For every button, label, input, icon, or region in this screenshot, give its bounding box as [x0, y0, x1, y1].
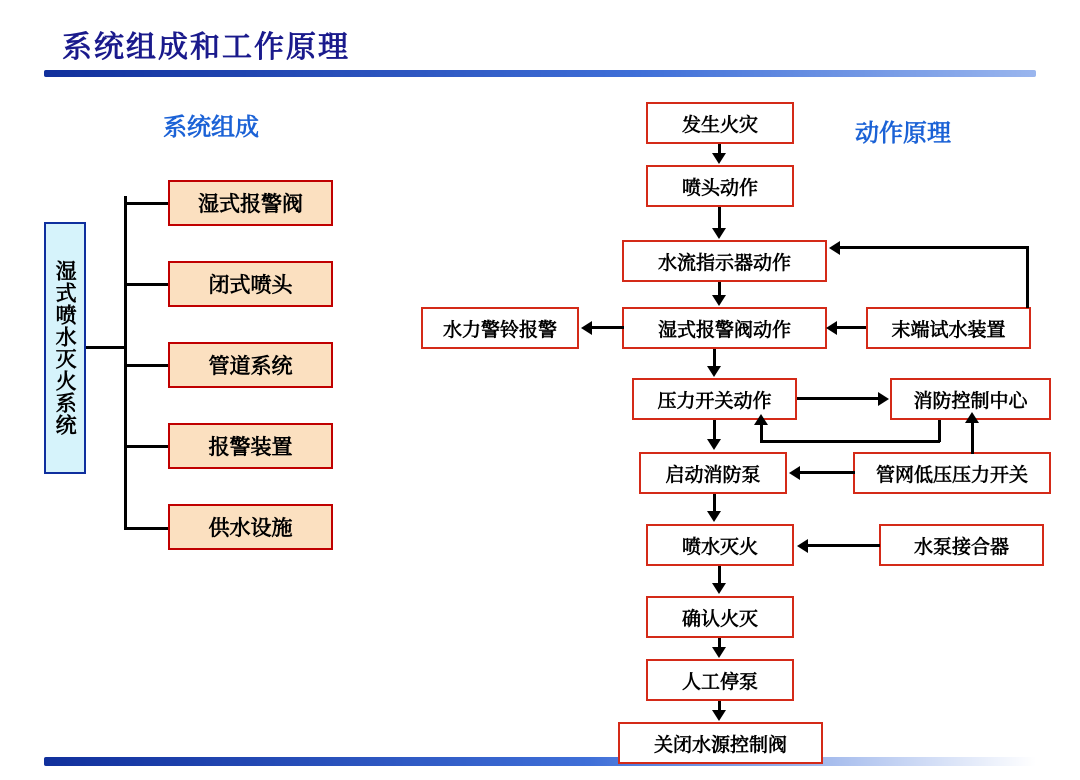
composition-item-label: 闭式喷头 — [208, 273, 293, 297]
flow-node-pump-adapter[interactable] — [879, 524, 1044, 566]
composition-item-label: 管道系统 — [208, 354, 293, 378]
footer-divider — [44, 757, 1036, 766]
tree-branch — [124, 527, 168, 530]
flow-node-label: 消防控制中心 — [913, 389, 1028, 412]
flow-node-low-pressure-switch[interactable] — [853, 452, 1051, 494]
flow-node-label: 喷水灭火 — [681, 535, 758, 558]
flow-node-label: 水力警铃报警 — [442, 318, 557, 341]
flow-node-end-test-device[interactable] — [866, 307, 1031, 349]
connector-control-center-drop — [938, 420, 941, 442]
title-divider — [44, 70, 1036, 77]
composition-trunk: 湿式喷水灭火系统 — [44, 222, 86, 474]
connector-valve-to-pressure-switch — [713, 349, 716, 367]
flow-node-label: 压力开关动作 — [657, 389, 772, 412]
tree-branch — [124, 283, 168, 286]
connector-spray-to-confirm — [718, 566, 721, 584]
arrowhead — [707, 511, 721, 522]
page-title: 系统组成和工作原理 — [62, 30, 350, 65]
connector-pump-adapter-to-spray — [808, 544, 880, 547]
flow-node-spray-extinguish[interactable] — [646, 524, 794, 566]
flow-node-wet-alarm-valve[interactable] — [622, 307, 827, 349]
composition-item-label: 供水设施 — [208, 516, 293, 540]
flow-node-start-pump[interactable] — [639, 452, 787, 494]
arrowhead — [712, 710, 726, 721]
connector-pressure-to-control-center — [797, 397, 879, 400]
flow-node-water-bell[interactable] — [421, 307, 579, 349]
arrowhead — [712, 295, 726, 306]
flow-node-label: 喷头动作 — [681, 176, 758, 199]
arrowhead — [797, 539, 808, 553]
flow-node-label: 启动消防泵 — [665, 463, 761, 486]
arrowhead — [878, 392, 889, 406]
section-heading-composition: 系统组成 — [163, 113, 259, 141]
connector-low-pressure-to-start-pump — [800, 471, 855, 474]
arrowhead — [829, 241, 840, 255]
flow-node-fire[interactable] — [646, 102, 794, 144]
connector-sprinkler-to-indicator — [718, 207, 721, 229]
flow-node-sprinkler[interactable] — [646, 165, 794, 207]
composition-item-label: 湿式报警阀 — [198, 192, 303, 216]
connector-start-pump-riser — [760, 424, 763, 442]
tree-branch — [124, 445, 168, 448]
connector-low-pressure-riser — [971, 422, 974, 454]
tree-branch — [124, 202, 168, 205]
composition-item-water-supply[interactable] — [168, 504, 333, 550]
flow-node-label: 末端试水装置 — [891, 318, 1006, 341]
composition-item-wet-alarm-valve[interactable] — [168, 180, 333, 226]
flow-node-label: 湿式报警阀动作 — [657, 318, 791, 341]
flow-node-close-source-valve[interactable] — [618, 722, 823, 764]
composition-item-pipe-system[interactable] — [168, 342, 333, 388]
flow-node-label: 确认火灭 — [681, 607, 758, 630]
connector-valve-to-water-bell — [592, 326, 624, 329]
flow-node-label: 水泵接合器 — [913, 535, 1009, 558]
arrowhead — [712, 153, 726, 164]
tree-branch — [124, 364, 168, 367]
arrowhead — [712, 647, 726, 658]
arrowhead — [707, 439, 721, 450]
connector-pressure-to-start-pump — [713, 420, 716, 440]
connector-indicator-to-valve — [718, 282, 721, 296]
arrowhead — [581, 321, 592, 335]
connector-control-center-to-start-pump — [760, 440, 940, 443]
arrowhead — [789, 466, 800, 480]
arrowhead — [707, 366, 721, 377]
arrowhead — [712, 228, 726, 239]
flow-node-label: 人工停泵 — [681, 670, 758, 693]
tree-spine-stub — [86, 346, 126, 349]
flow-node-label: 管网低压压力开关 — [875, 463, 1028, 486]
connector-end-test-riser — [1026, 246, 1029, 308]
flow-node-flow-indicator[interactable] — [622, 240, 827, 282]
section-heading-operation: 动作原理 — [855, 119, 951, 147]
arrowhead — [826, 321, 837, 335]
flow-node-confirm-extinguished[interactable] — [646, 596, 794, 638]
connector-end-test-top — [840, 246, 1029, 249]
composition-item-closed-sprinkler[interactable] — [168, 261, 333, 307]
flow-node-label: 水流指示器动作 — [657, 251, 791, 274]
flow-node-label: 发生火灾 — [681, 113, 758, 136]
connector-start-pump-to-spray — [713, 494, 716, 512]
composition-item-alarm-device[interactable] — [168, 423, 333, 469]
flow-node-label: 关闭水源控制阀 — [653, 733, 787, 756]
arrowhead — [965, 412, 979, 423]
flow-node-manual-stop-pump[interactable] — [646, 659, 794, 701]
composition-item-label: 报警装置 — [208, 435, 293, 459]
connector-end-test-to-valve — [837, 326, 866, 329]
arrowhead — [712, 583, 726, 594]
flow-node-pressure-switch[interactable] — [632, 378, 797, 420]
arrowhead — [754, 414, 768, 425]
tree-spine — [124, 196, 127, 530]
